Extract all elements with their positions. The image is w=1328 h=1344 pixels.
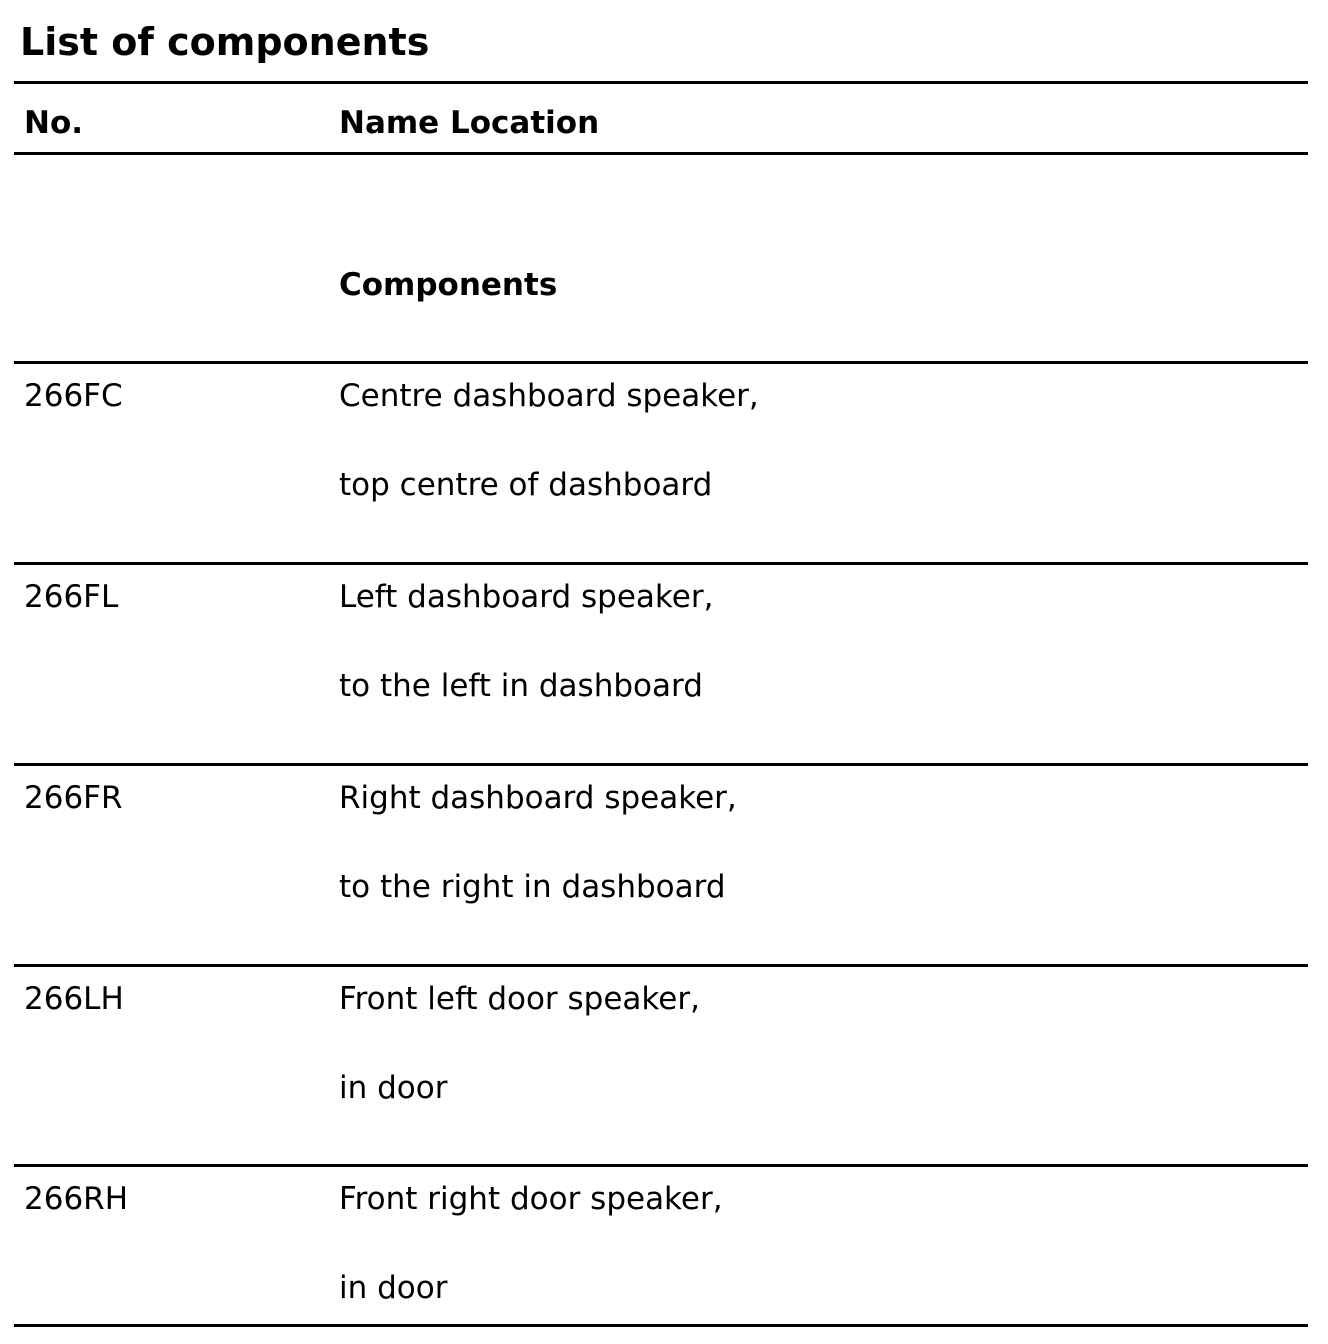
component-location: to the right in dashboard (339, 869, 726, 905)
row-divider (14, 1164, 1308, 1167)
component-name: Centre dashboard speaker, (339, 378, 759, 414)
component-location: to the left in dashboard (339, 668, 703, 704)
document-title: List of components (20, 20, 430, 64)
row-divider (14, 763, 1308, 766)
table-bottom-rule (14, 1324, 1308, 1327)
component-location: top centre of dashboard (339, 467, 713, 503)
column-header-no: No. (24, 105, 84, 141)
column-header-name-location: Name Location (339, 105, 600, 141)
component-number: 266FC (24, 378, 123, 414)
component-name: Front left door speaker, (339, 981, 700, 1017)
row-divider (14, 964, 1308, 967)
component-location: in door (339, 1270, 448, 1306)
component-name: Front right door speaker, (339, 1181, 723, 1217)
section-heading: Components (339, 267, 558, 303)
component-number: 266LH (24, 981, 124, 1017)
section-rule (14, 361, 1308, 364)
component-name: Right dashboard speaker, (339, 780, 737, 816)
component-name: Left dashboard speaker, (339, 579, 714, 615)
component-location: in door (339, 1070, 448, 1106)
component-number: 266FR (24, 780, 123, 816)
header-bottom-rule (14, 152, 1308, 155)
component-number: 266FL (24, 579, 119, 615)
table-top-rule (14, 81, 1308, 84)
row-divider (14, 562, 1308, 565)
component-number: 266RH (24, 1181, 129, 1217)
